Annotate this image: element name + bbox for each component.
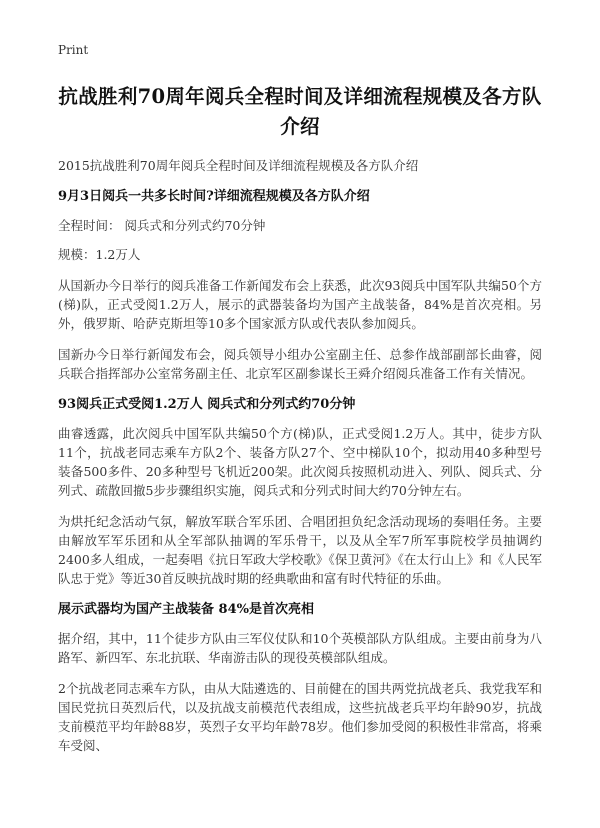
paragraph-5: 据介绍，其中，11个徒步方队由三军仪仗队和10个英模部队方队组成。主要由前身为八路军、新四军、东北抗联、华南游击队的现役英模部队组成。 [58, 631, 542, 665]
section-heading-2: 93阅兵正式受阅1.2万人 阅兵式和分列式约70分钟 [58, 397, 356, 412]
section-heading-3: 展示武器均为国产主战装备 84%是首次亮相 [58, 602, 314, 617]
paragraph-3: 曲睿透露，此次阅兵中国军队共编50个方(梯)队，正式受阅1.2万人。其中，徒步方队11个，抗战老同志乘车方队2个、装备方队27个、空中梯队10个，拟动用40多种型号装备500多件、20多种型号飞机近200架。此次阅兵按照机动进入、列队、阅兵式、分列式、疏散回撤5步步骤组织实施，阅兵式和分列式时间大约70分钟左右。 [58, 426, 542, 498]
scale-line: 规模：1.2万人 [58, 247, 141, 262]
article-subtitle: 2015抗战胜利70周年阅兵全程时间及详细流程规模及各方队介绍 [58, 158, 419, 173]
paragraph-2: 国新办今日举行新闻发布会，阅兵领导小组办公室副主任、总参作战部副部长曲睿，阅兵联合指挥部办公室常务副主任、北京军区副参谋长王舜介绍阅兵准备工作有关情况。 [58, 347, 542, 381]
section-heading-1: 9月3日阅兵一共多长时间?详细流程规模及各方队介绍 [58, 189, 370, 204]
print-label[interactable]: Print [58, 43, 89, 57]
paragraph-4: 为烘托纪念活动气氛，解放军联合军乐团、合唱团担负纪念活动现场的奏唱任务。主要由解放军军乐团和从全军部队抽调的军乐骨干，以及从全军7所军事院校学员抽调约2400多人组成，一起奏唱《抗日军政大学校歌》《保卫黄河》《在太行山上》和《人民军队忠于党》等近30首反映抗战时期的经典歌曲和富有时代特征的乐曲。 [58, 514, 542, 586]
paragraph-6: 2个抗战老同志乘车方队，由从大陆遴选的、目前健在的国共两党抗战老兵、我党我军和国民党抗日英烈后代，以及抗战支前模范代表组成，这些抗战老兵平均年龄90岁，抗战支前模范平均年龄88岁，英烈子女平均年龄78岁。他们参加受阅的积极性非常高，将乘车受阅、 [58, 681, 542, 753]
time-line: 全程时间： 阅兵式和分列式约70分钟 [58, 218, 266, 233]
paragraph-1: 从国新办今日举行的阅兵准备工作新闻发布会上获悉，此次93阅兵中国军队共编50个方(梯)队，正式受阅1.2万人，展示的武器装备均为国产主战装备，84%是首次亮相。另外，俄罗斯、哈萨克斯坦等10多个国家派方队或代表队参加阅兵。 [58, 278, 542, 331]
page-title: 抗战胜利70周年阅兵全程时间及详细流程规模及各方队介绍 [58, 85, 542, 138]
